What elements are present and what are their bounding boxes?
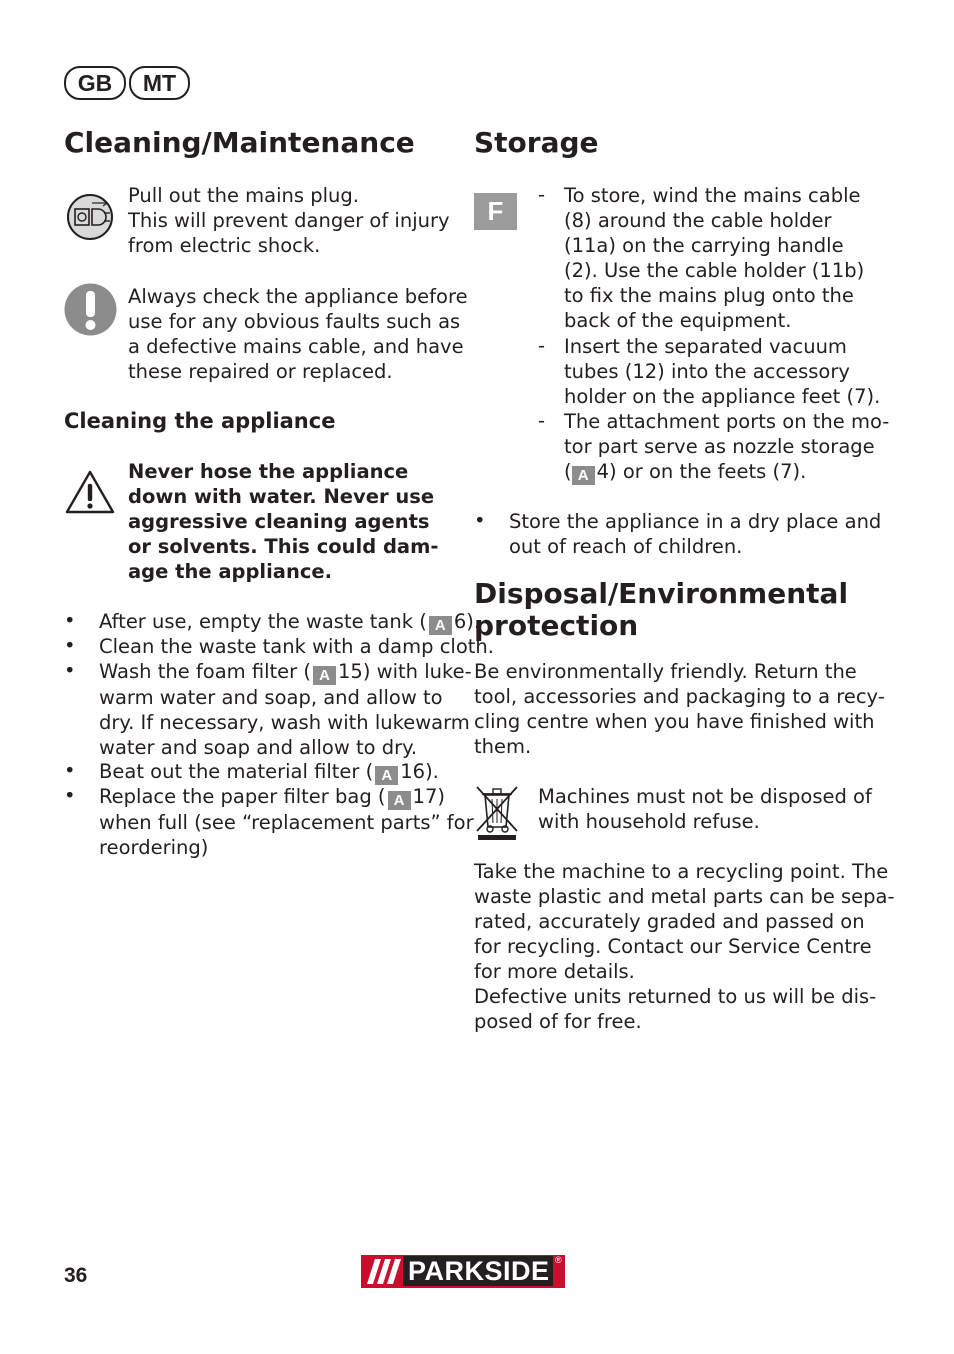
cleaning-maintenance-heading: Cleaning/Maintenance bbox=[64, 126, 415, 159]
weee-note: Machines must not be disposed of with household refuse. bbox=[538, 785, 872, 833]
disposal-heading: Disposal/Environmental protection bbox=[474, 577, 849, 642]
cleaning-appliance-subheading: Cleaning the appliance bbox=[64, 409, 336, 433]
figure-a-badge: A bbox=[388, 791, 411, 810]
figure-a-badge: A bbox=[313, 666, 336, 685]
figure-a-badge: A bbox=[429, 616, 452, 635]
lang-badge-mt: MT bbox=[129, 66, 190, 100]
parkside-logo bbox=[361, 1255, 565, 1288]
figure-a-badge: A bbox=[375, 766, 398, 785]
figure-a-badge: A bbox=[572, 466, 595, 485]
exclamation-icon bbox=[64, 283, 117, 336]
logo-wordmark: PARKSIDE bbox=[408, 1256, 550, 1286]
figure-f-box: F bbox=[474, 193, 517, 230]
hose-warning: Never hose the appliance down with water. Never use aggressive cleaning agents or solvents. This could dam- age the appliance. bbox=[128, 460, 439, 583]
warning-triangle-icon bbox=[65, 470, 115, 514]
logo-stripes-icon bbox=[367, 1259, 401, 1284]
lang-badge-gb: GB bbox=[64, 66, 126, 100]
disposal-text: Take the machine to a recycling point. The waste plastic and metal parts can be sepa- rated, accurately graded and passed on for recycling. Contact our Service Centre for more details. Defective units returned to us will be dis- posed of for free. bbox=[474, 860, 895, 1033]
logo-registered-mark: ® bbox=[555, 1255, 562, 1265]
crossed-out-bin-icon bbox=[474, 783, 520, 841]
plug-note: Pull out the mains plug. This will prevent danger of injury from electric shock. bbox=[128, 184, 450, 257]
storage-heading: Storage bbox=[474, 126, 599, 159]
disposal-intro: Be environmentally friendly. Return the tool, accessories and packaging to a recy- cling centre when you have finished with them. bbox=[474, 660, 885, 758]
mains-plug-icon bbox=[66, 193, 114, 241]
check-note: Always check the appliance before use for any obvious faults such as a defective mains cable, and have these repaired or replaced. bbox=[128, 285, 468, 383]
page-number: 36 bbox=[64, 1264, 88, 1287]
